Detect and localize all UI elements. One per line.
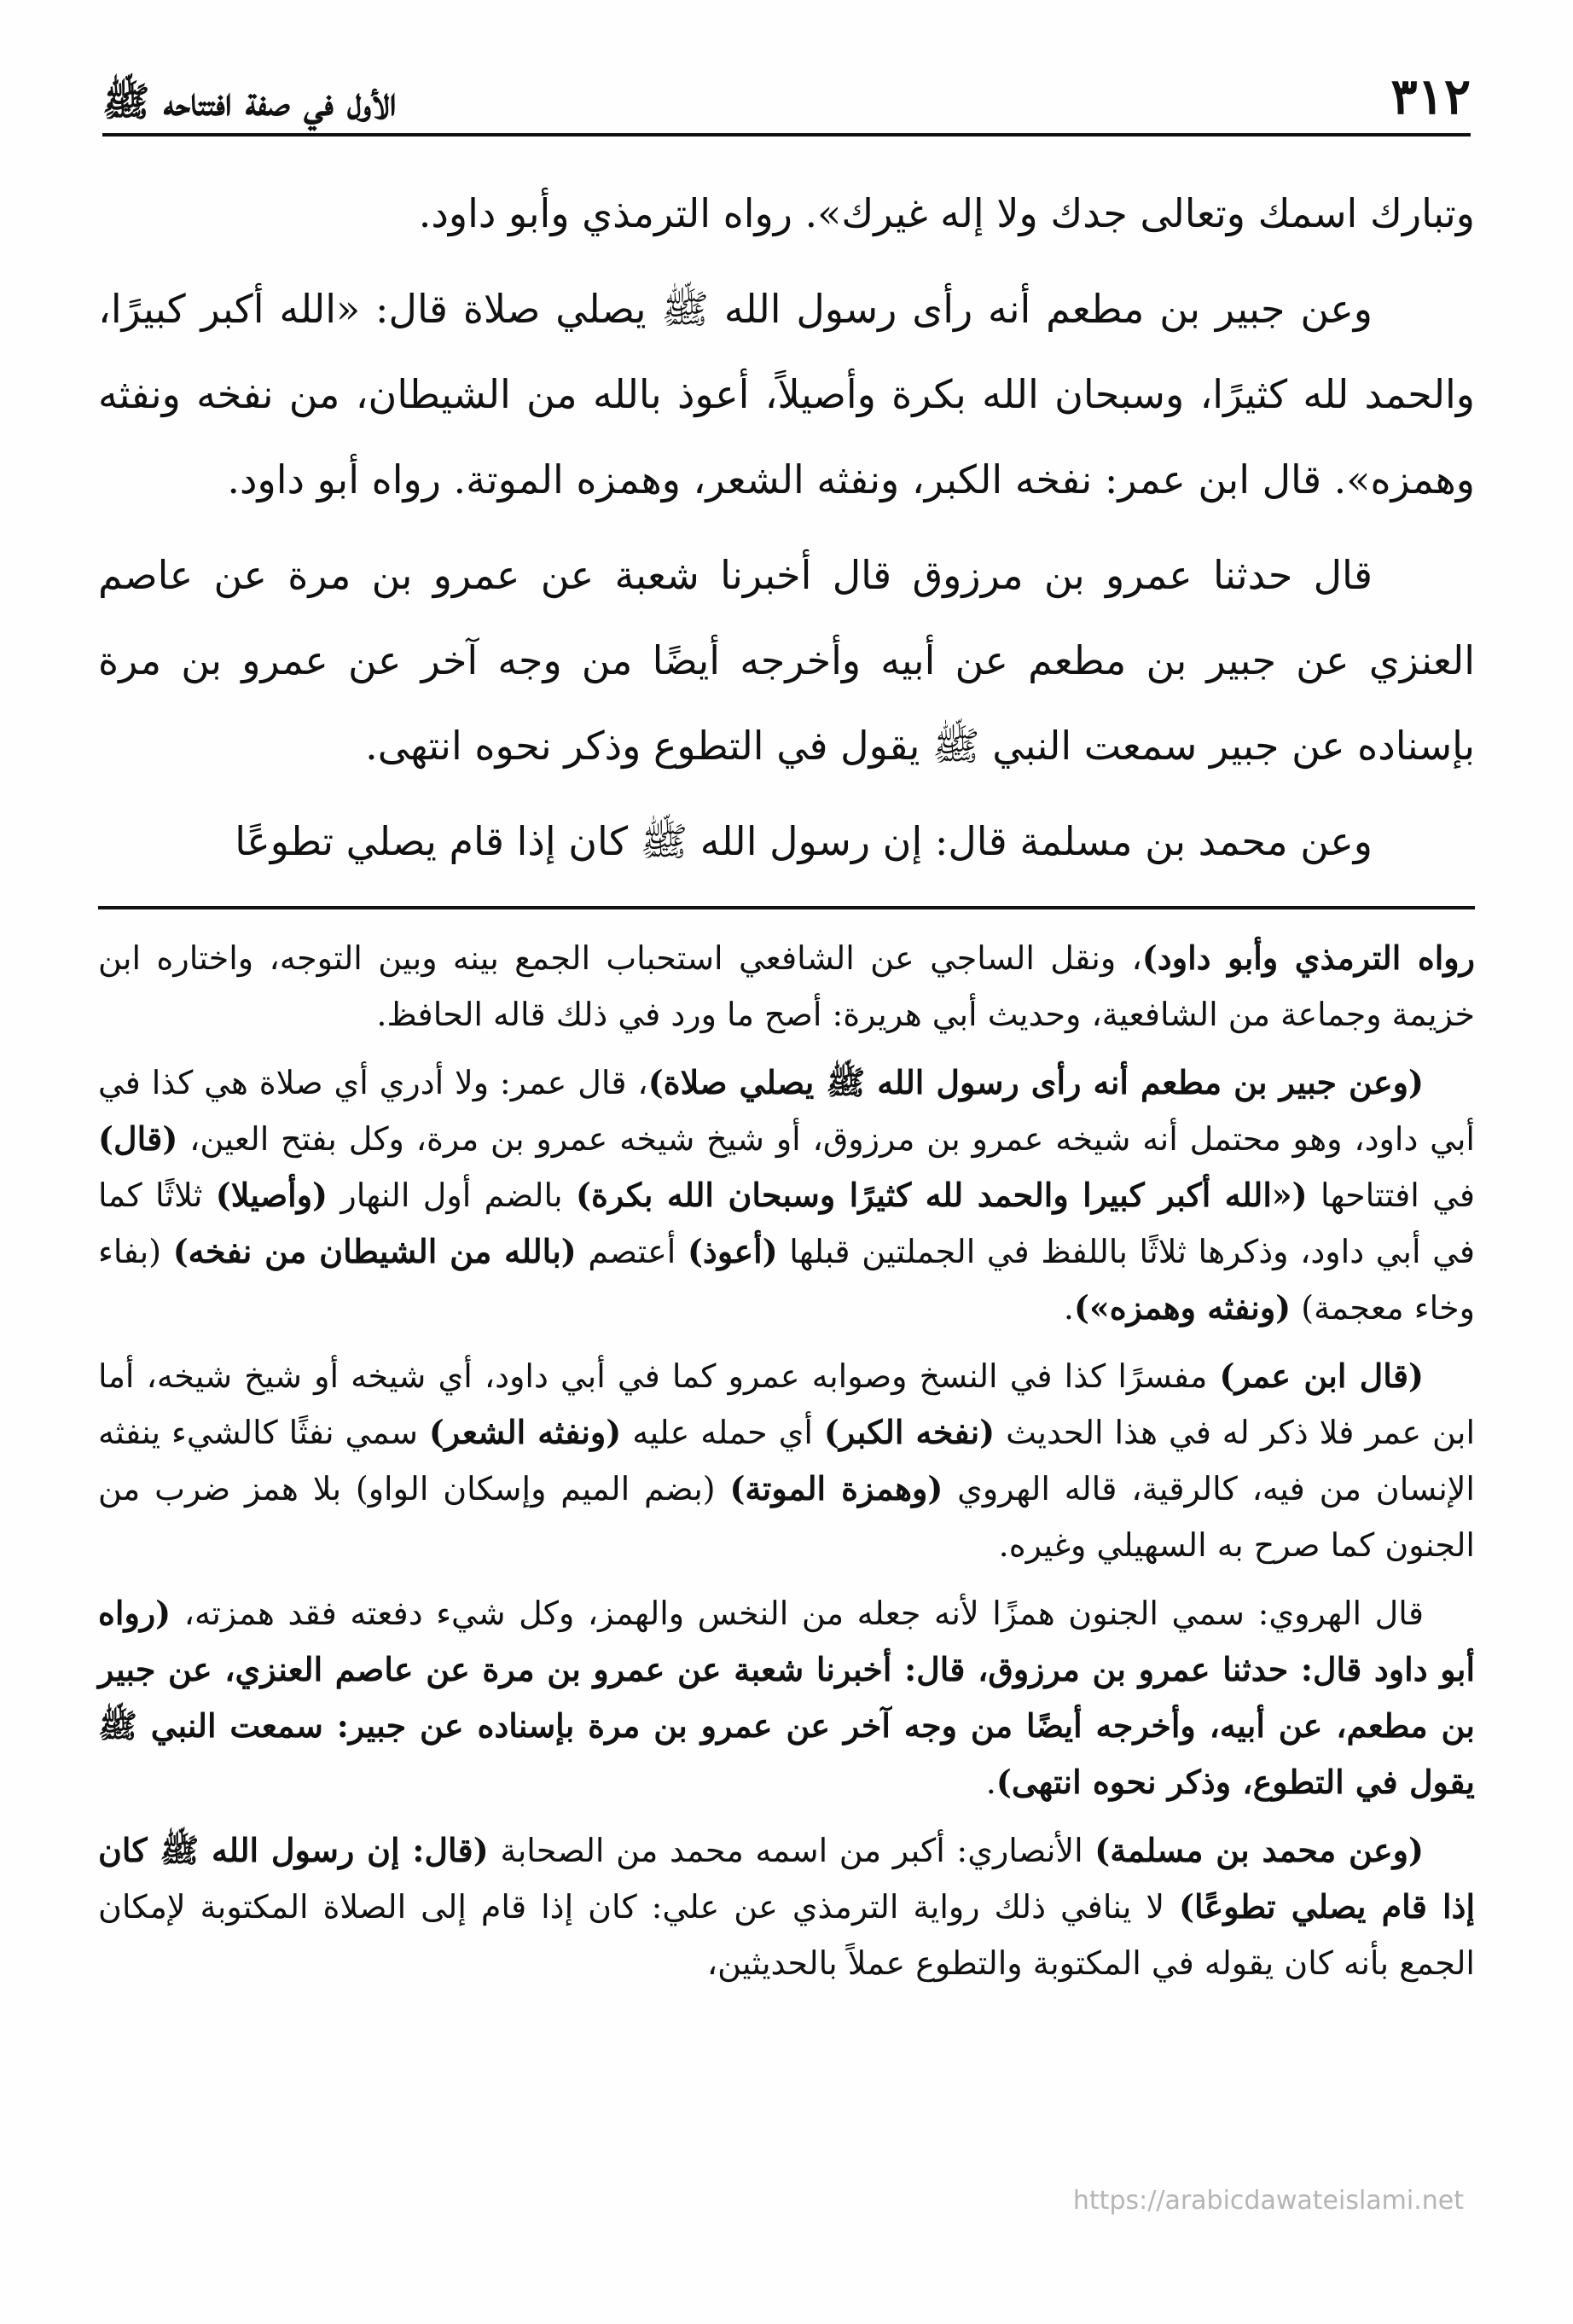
- commentary-text: مفسرًا كذا في النسخ وصوابه عمرو كما في أبي داود، أي شيخه أو شيخ شيخه، أما ابن عمر فلا ذكر له في هذا الحديث: [98, 1357, 1475, 1451]
- quoted-text: رواه الترمذي وأبو داود): [1141, 938, 1475, 977]
- quoted-text: («الله أكبر كبيرا والحمد لله كثيرًا وسبحان الله بكرة): [575, 1176, 1308, 1214]
- commentary-text: ، قال عمر: ولا أدري أي صلاة هي كذا في أبي داود، وهو محتمل أنه شيخه عمرو بن مرزوق، أو شيخ شيخه عمرو بن مرة، وكل بفتح العين،: [98, 1064, 1475, 1158]
- commentary-paragraph-4: [98, 1585, 1475, 1810]
- quoted-text: (أعوذ): [687, 1232, 778, 1270]
- quoted-text: (نفخه الكبر): [823, 1413, 995, 1451]
- quoted-text: (بالله من الشيطان من نفخه): [172, 1232, 577, 1270]
- commentary-text: بالضم أول النهار: [328, 1177, 576, 1214]
- quoted-text: (ونفثه وهمزه»): [1074, 1288, 1291, 1327]
- chapter-title: الأول في صفة افتتاحه ﷺ: [102, 78, 397, 125]
- running-header: [102, 60, 1471, 137]
- quoted-text: (قال): [98, 1119, 178, 1158]
- commentary: [98, 930, 1475, 2003]
- commentary-text: قال الهروي: سمي الجنون همزًا لأنه جعله من النخس والهمز، وكل شيء دفعته فقد همزته،: [171, 1595, 1424, 1632]
- commentary-paragraph-1: [98, 930, 1475, 1043]
- commentary-text: .: [1063, 1289, 1074, 1327]
- commentary-text: الأنصاري: أكبر من اسمه محمد من الصحابة: [488, 1832, 1095, 1869]
- main-paragraph-1: وتبارك اسمك وتعالى جدك ولا إله غيرك». رواه الترمذي وأبو داود.: [418, 190, 1475, 236]
- quoted-text: (وهمزة الموتة): [729, 1469, 943, 1508]
- commentary-text: سمي نفثًا كالشيء ينفثه الإنسان من فيه، كالرقية، قاله الهروي: [98, 1414, 1475, 1508]
- commentary-text: ، ونقل الساجي عن الشافعي استحباب الجمع بينه وبين التوجه، واختاره ابن خزيمة وجماعة من الشافعية، وحديث أبي هريرة: أصح ما ورد في ذلك قاله الحافظ.: [98, 939, 1475, 1033]
- watermark-url: https://arabicdawateislami.net: [1072, 2186, 1464, 2216]
- commentary-text: لا ينافي ذلك رواية الترمذي عن علي: كان إذا قام إلى الصلاة المكتوبة لإمكان الجمع بأنه كان يقوله في المكتوبة والتطوع عملاً بالحديثين،: [98, 1888, 1475, 1982]
- commentary-text: ثلاثًا كما في أبي داود، وذكرها ثلاثًا باللفظ في الجملتين قبلها: [98, 1177, 1475, 1270]
- main-paragraph-4: وعن محمد بن مسلمة قال: إن رسول الله ﷺ كان إذا قام يصلي تطوعًا: [235, 818, 1373, 864]
- quoted-text: (وعن محمد بن مسلمة): [1094, 1831, 1424, 1869]
- commentary-text: (بضم الميم وإسكان الواو) بلا همز ضرب من الجنون كما صرح به السهيلي وغيره.: [98, 1470, 1475, 1564]
- commentary-paragraph-3: [98, 1348, 1475, 1573]
- quoted-text: (قال ابن عمر): [1219, 1357, 1424, 1395]
- main-paragraph-2: وعن جبير بن مطعم أنه رأى رسول الله ﷺ يصلي صلاة قال: «الله أكبر كبيرًا، والحمد لله كثيرًا، وسبحان الله بكرة وأصيلاً، أعوذ بالله من الشيطان، من نفخه ونفثه وهمزه». قال ابن عمر: نفخه الكبر، ونفثه الشعر، وهمزه الموتة. رواه أبو داود.: [98, 286, 1475, 503]
- main-paragraph-3: قال حدثنا عمرو بن مرزوق قال أخبرنا شعبة عن عمرو بن مرة عن عاصم العنزي عن جبير بن مطعم عن أبيه وأخرجه أيضًا من وجه آخر عن عمرو بن مرة بإسناده عن جبير سمعت النبي ﷺ يقول في التطوع وذكر نحوه انتهى.: [98, 552, 1475, 769]
- commentary-paragraph-2: [98, 1055, 1475, 1336]
- footnote-separator: [98, 906, 1475, 909]
- quoted-text: (وعن جبير بن مطعم أنه رأى رسول الله ﷺ يصلي صلاة): [647, 1063, 1424, 1101]
- commentary-text: (بفاء وخاء معجمة): [98, 1233, 1475, 1327]
- main-text: [98, 171, 1475, 894]
- commentary-text: أعتصم: [576, 1233, 688, 1270]
- commentary-text: أي حمله عليه: [621, 1414, 824, 1451]
- quoted-text: (وأصيلا): [215, 1176, 328, 1214]
- quoted-text: (ونفثه الشعر): [428, 1413, 622, 1451]
- commentary-paragraph-5: [98, 1822, 1475, 1991]
- commentary-text: .: [985, 1763, 996, 1801]
- quoted-text: (قال: إن رسول الله ﷺ كان إذا قام يصلي تطوعًا): [98, 1831, 1475, 1926]
- page-number: ٣١٢: [1390, 67, 1471, 125]
- quoted-text: (رواه أبو داود قال: حدثنا عمرو بن مرزوق، قال: أخبرنا شعبة عن عمرو بن مرة عن عاصم العنزي، عن جبير بن مطعم، عن أبيه، وأخرجه أيضًا من وجه آخر عن عمرو بن مرة بإسناده عن جبير: سمعت النبي ﷺ يقول في التطوع، وذكر نحوه انتهى): [98, 1594, 1475, 1801]
- commentary-text: في افتتاحها: [1307, 1177, 1475, 1214]
